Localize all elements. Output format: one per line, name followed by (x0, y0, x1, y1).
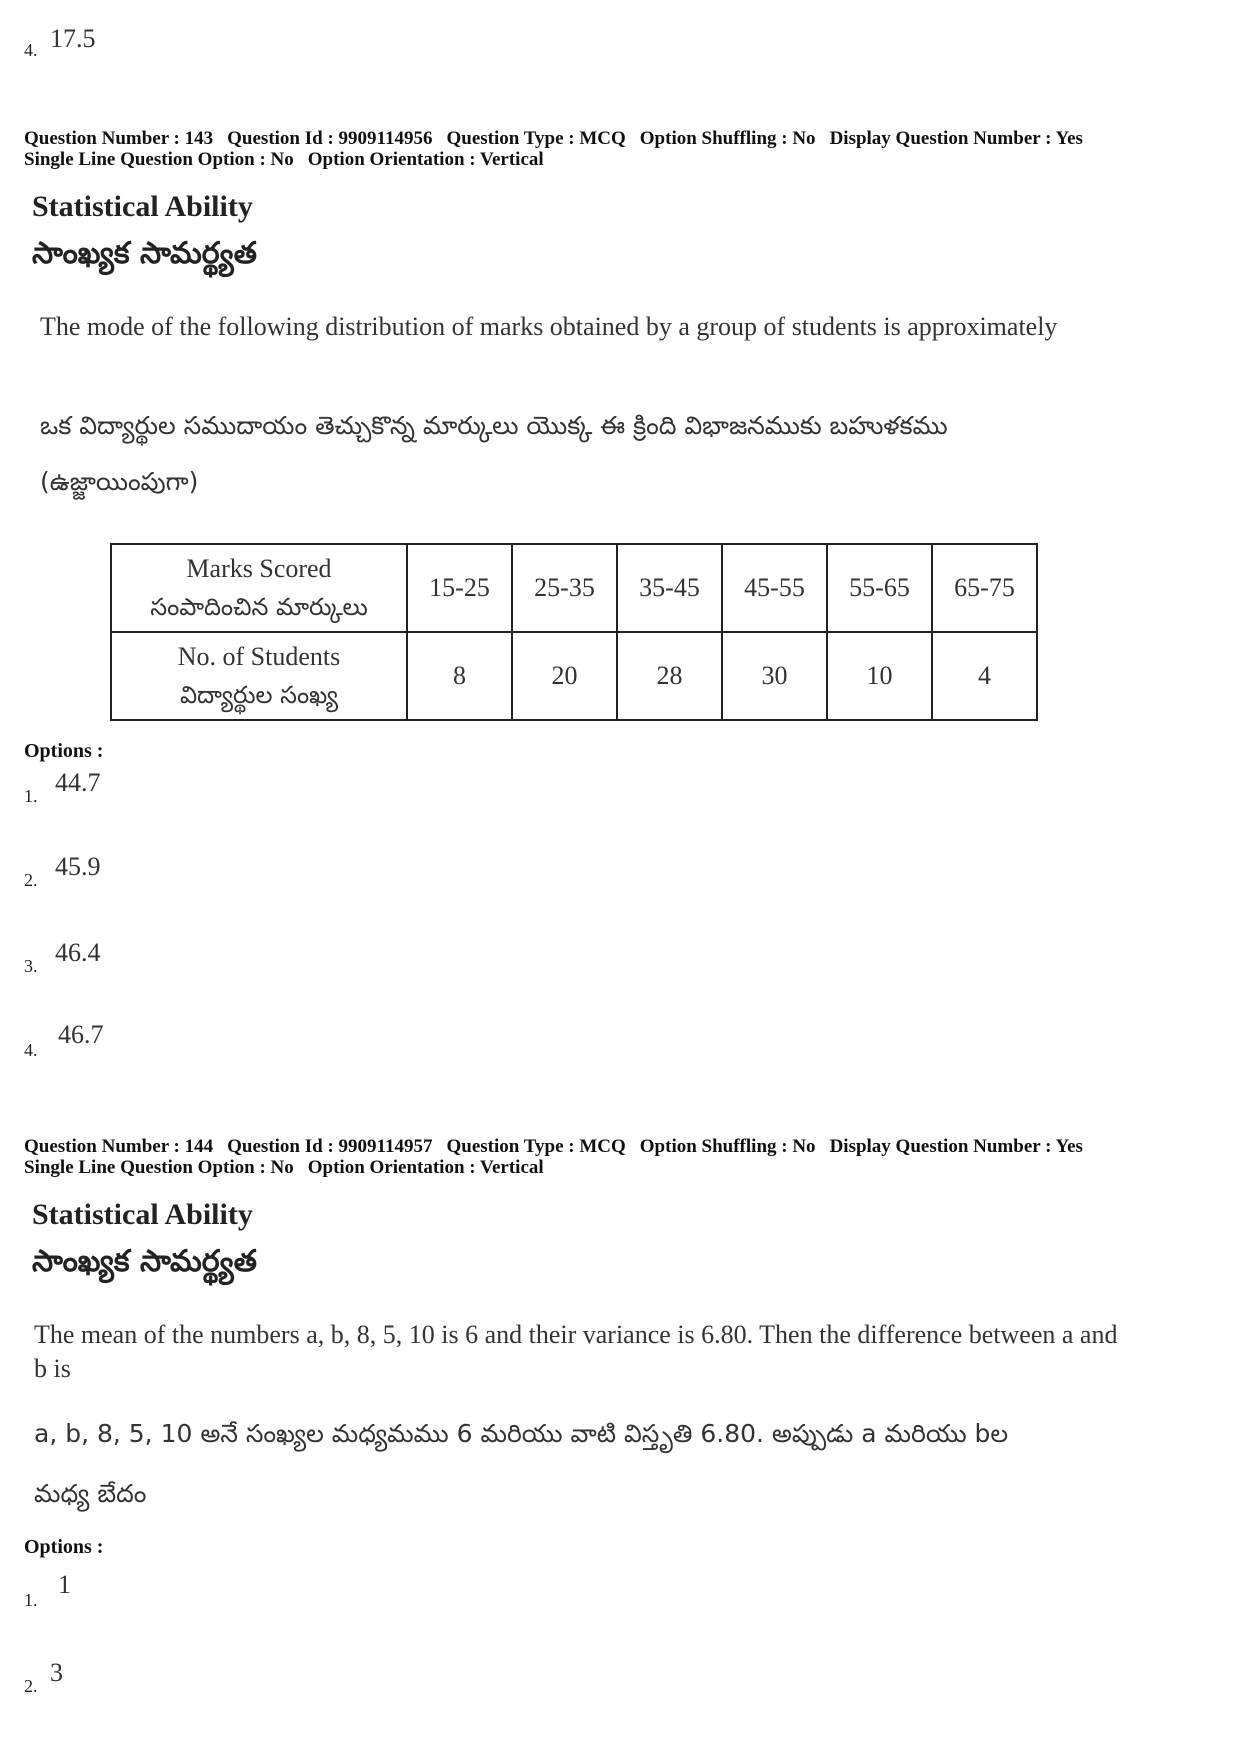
distribution-table (110, 543, 1038, 721)
class-cell: 35-45 (617, 544, 722, 632)
class-cell: 45-55 (722, 544, 827, 632)
row-header-marks (111, 544, 407, 632)
frequency-cell: 4 (932, 632, 1037, 720)
option-value: 17.5 (50, 24, 96, 53)
option-number: 4. (24, 40, 38, 60)
meta-question-id: Question Id : 9909114956 (227, 128, 433, 149)
frequency-cell: 30 (722, 632, 827, 720)
option-value: 46.7 (58, 1020, 104, 1049)
meta-question-type: Question Type : MCQ (446, 1136, 626, 1157)
row-header-en: No. of Students (177, 642, 341, 671)
question-meta (24, 1136, 1083, 1178)
row-header-te: సంపాదించిన మార్కులు (150, 593, 368, 621)
option-value: 44.7 (55, 768, 101, 797)
option-number: 2. (24, 870, 38, 890)
meta-orientation: Option Orientation : Vertical (307, 149, 544, 170)
question-text-telugu-line1: ఒక విద్యార్థుల సముదాయం తెచ్చుకొన్న మార్కులు యొక్క ఈ క్రింది విభాజనముకు బహుళకము (40, 411, 948, 440)
option-number: 4. (24, 1040, 38, 1060)
class-cell: 15-25 (407, 544, 512, 632)
table-row-marks (111, 544, 1037, 632)
question-text-english: The mean of the numbers a, b, 8, 5, 10 is 6 and their variance is 6.80. Then the difference between a and b is (34, 1320, 1118, 1383)
options-label: Options : (24, 1536, 104, 1558)
frequency-cell: 28 (617, 632, 722, 720)
question-text-telugu-line1: a, b, 8, 5, 10 అనే సంఖ్యల మధ్యమము 6 మరియు వాటి విస్తృతి 6.80. అప్పుడు a మరియు bల (34, 1419, 1009, 1448)
question-meta (24, 128, 1083, 170)
option-number: 3. (24, 956, 38, 976)
meta-question-number: Question Number : 143 (24, 128, 214, 149)
meta-option-shuffling: Option Shuffling : No (639, 1136, 816, 1157)
question-text-telugu-line2: మధ్య బేదం (34, 1479, 147, 1508)
subject-telugu: సాంఖ్యక సామర్థ్యత (32, 1244, 257, 1279)
option-value: 3 (50, 1658, 63, 1687)
option-number: 2. (24, 1676, 38, 1696)
option-value: 46.4 (55, 938, 101, 967)
meta-question-type: Question Type : MCQ (446, 128, 626, 149)
meta-orientation: Option Orientation : Vertical (307, 1157, 544, 1178)
meta-single-line: Single Line Question Option : No (24, 149, 294, 170)
options-label: Options : (24, 740, 104, 762)
row-header-te: విద్యార్థుల సంఖ్య (179, 681, 339, 709)
table-row-students (111, 632, 1037, 720)
question-text-telugu-line2: (ఉజ్జాయింపుగా) (40, 467, 199, 496)
class-cell: 65-75 (932, 544, 1037, 632)
meta-single-line: Single Line Question Option : No (24, 1157, 294, 1178)
row-header-students (111, 632, 407, 720)
meta-display-number: Display Question Number : Yes (829, 128, 1083, 149)
question-text-english: The mode of the following distribution of marks obtained by a group of students is approximately (40, 312, 1058, 341)
meta-question-number: Question Number : 144 (24, 1136, 214, 1157)
frequency-cell: 10 (827, 632, 932, 720)
option-number: 1. (24, 786, 38, 806)
class-cell: 55-65 (827, 544, 932, 632)
option-value: 45.9 (55, 852, 101, 881)
row-header-en: Marks Scored (186, 554, 332, 583)
option-value: 1 (58, 1570, 71, 1599)
subject-english: Statistical Ability (32, 190, 253, 223)
class-cell: 25-35 (512, 544, 617, 632)
meta-option-shuffling: Option Shuffling : No (639, 128, 816, 149)
frequency-cell: 20 (512, 632, 617, 720)
meta-display-number: Display Question Number : Yes (829, 1136, 1083, 1157)
subject-english: Statistical Ability (32, 1198, 253, 1231)
subject-telugu: సాంఖ్యక సామర్థ్యత (32, 236, 257, 271)
meta-question-id: Question Id : 9909114957 (227, 1136, 433, 1157)
option-number: 1. (24, 1590, 38, 1610)
frequency-cell: 8 (407, 632, 512, 720)
